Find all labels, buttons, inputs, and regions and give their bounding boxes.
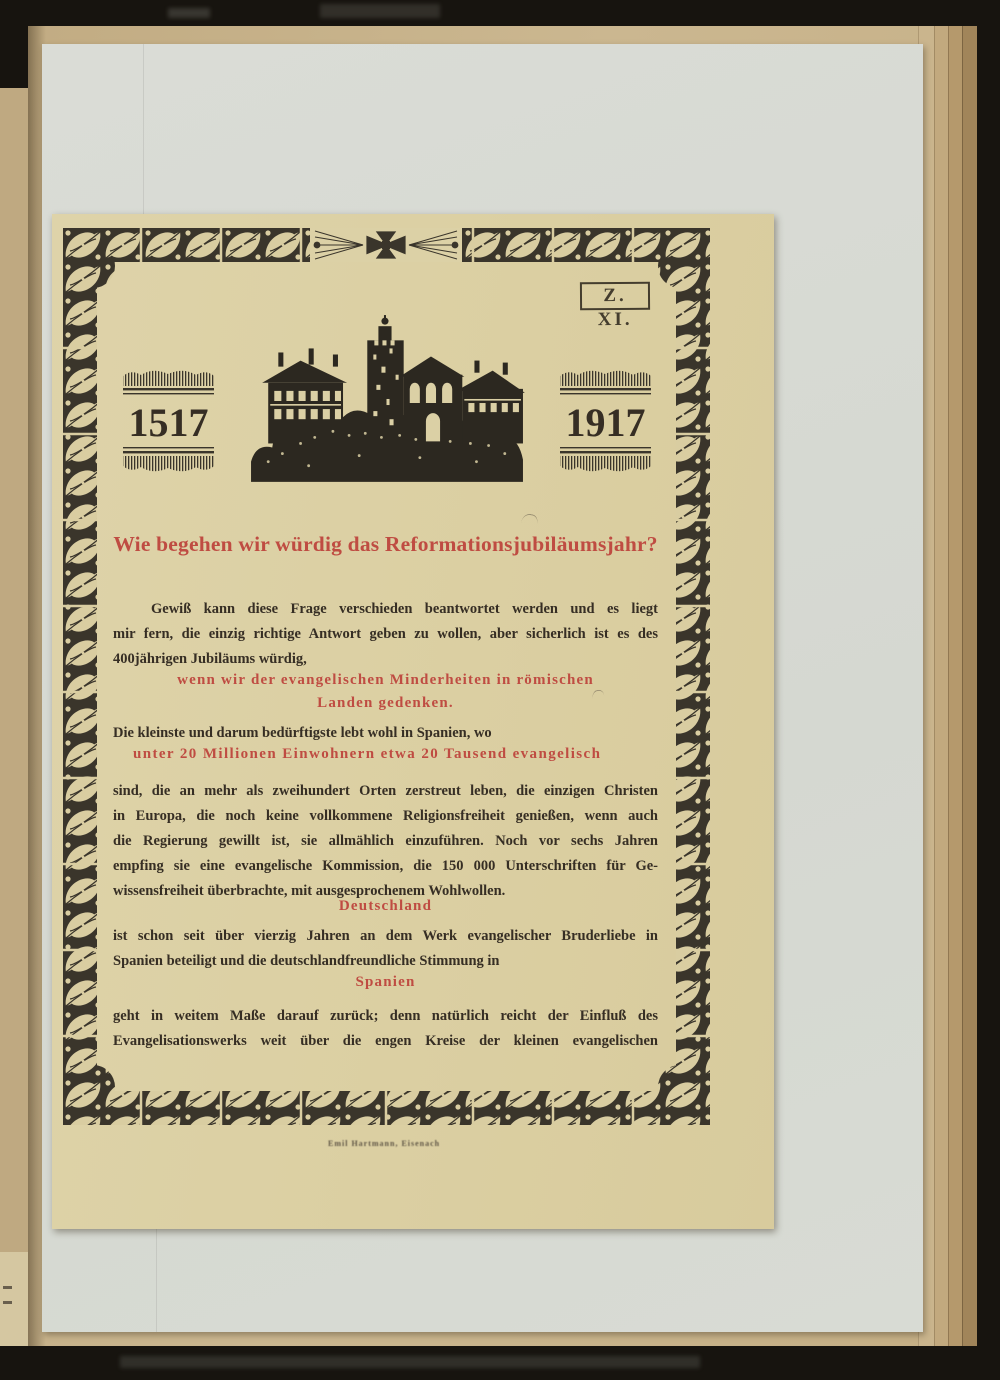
text-line: die Regierung gewillt ist, sie allmählich einzuführen. Noch vor sechs Jahren — [113, 833, 658, 849]
text-line: empfing sie eine evangelische Kommission, die 150 000 Unterschriften für Ge- — [113, 858, 658, 874]
text-line: Die kleinste und darum bedürftigste lebt wohl in Spanien, wo — [113, 725, 492, 741]
text-line: unter 20 Millionen Einwohnern etwa 20 Tausend evangelisch — [133, 746, 602, 762]
sheet-seam — [156, 1225, 157, 1332]
adjacent-page-edge — [0, 88, 28, 1346]
pencil-mark — [592, 689, 605, 699]
wartburg-castle-illustration — [248, 314, 526, 488]
text-line: ist schon seit über vierzig Jahren an dem Werk evangelischer Bruderliebe in — [113, 928, 658, 944]
text-line: Deutschland — [338, 898, 433, 914]
text-line: Gewiß kann diese Frage verschieden beantwortet werden und es liegt — [151, 601, 658, 617]
reference-badge: Z. XI. — [580, 282, 650, 310]
body-paragraph — [113, 1004, 658, 1054]
text-line: Evangelisationswerks weit über die engen Kreise der kleinen evangelischen — [113, 1033, 658, 1049]
text-line: 400jährigen Jubiläums würdig, — [113, 651, 307, 667]
scan-artifact — [320, 4, 440, 18]
body-paragraph — [113, 597, 658, 672]
text-line: Landen gedenken. — [317, 695, 454, 711]
iron-cross-icon — [310, 228, 462, 262]
pamphlet-title: Wie begehen wir würdig das Reformationsjubiläumsjahr? — [113, 532, 658, 556]
printer-imprint: Emil Hartmann, Eisenach — [328, 1139, 441, 1148]
body-paragraph — [113, 924, 658, 974]
text-line: in Europa, die noch keine vollkommene Religionsfreiheit genießen, wenn auch — [113, 808, 658, 824]
page-edge-stack — [962, 26, 977, 1346]
red-heading — [113, 669, 658, 715]
red-heading — [113, 743, 658, 766]
year-1917: 1917 — [565, 400, 646, 445]
page-edge-stack — [948, 26, 963, 1346]
text-line: wissensfreiheit überbrachte, mit ausgesprochenem Wohlwollen. — [113, 883, 506, 899]
text-line: wenn wir der evangelischen Minderheiten in römischen — [177, 672, 594, 688]
scan-artifact — [168, 8, 210, 18]
text-line: mir fern, die einzig richtige Antwort geben zu wollen, aber sicherlich ist es des — [113, 626, 658, 642]
body-paragraph — [113, 779, 658, 904]
page-edge-stack — [934, 26, 949, 1346]
pamphlet-page — [52, 214, 774, 1229]
year-1917-ornament — [558, 364, 653, 479]
red-heading — [113, 971, 658, 994]
text-line: Spanien beteiligt und die deutschlandfreundliche Stimmung in — [113, 953, 500, 969]
red-heading — [113, 895, 658, 918]
text-line: geht in weitem Maße darauf zurück; denn natürlich reicht der Einfluß des — [113, 1008, 658, 1024]
scan-artifact — [120, 1356, 700, 1368]
year-1517-ornament — [121, 364, 216, 479]
year-1517: 1517 — [128, 400, 209, 445]
adjacent-page-print-mark — [3, 1286, 12, 1304]
text-line: sind, die an mehr als zweihundert Orten zerstreut leben, die einzigen Christen — [113, 783, 658, 799]
text-line: Spanien — [355, 974, 416, 990]
